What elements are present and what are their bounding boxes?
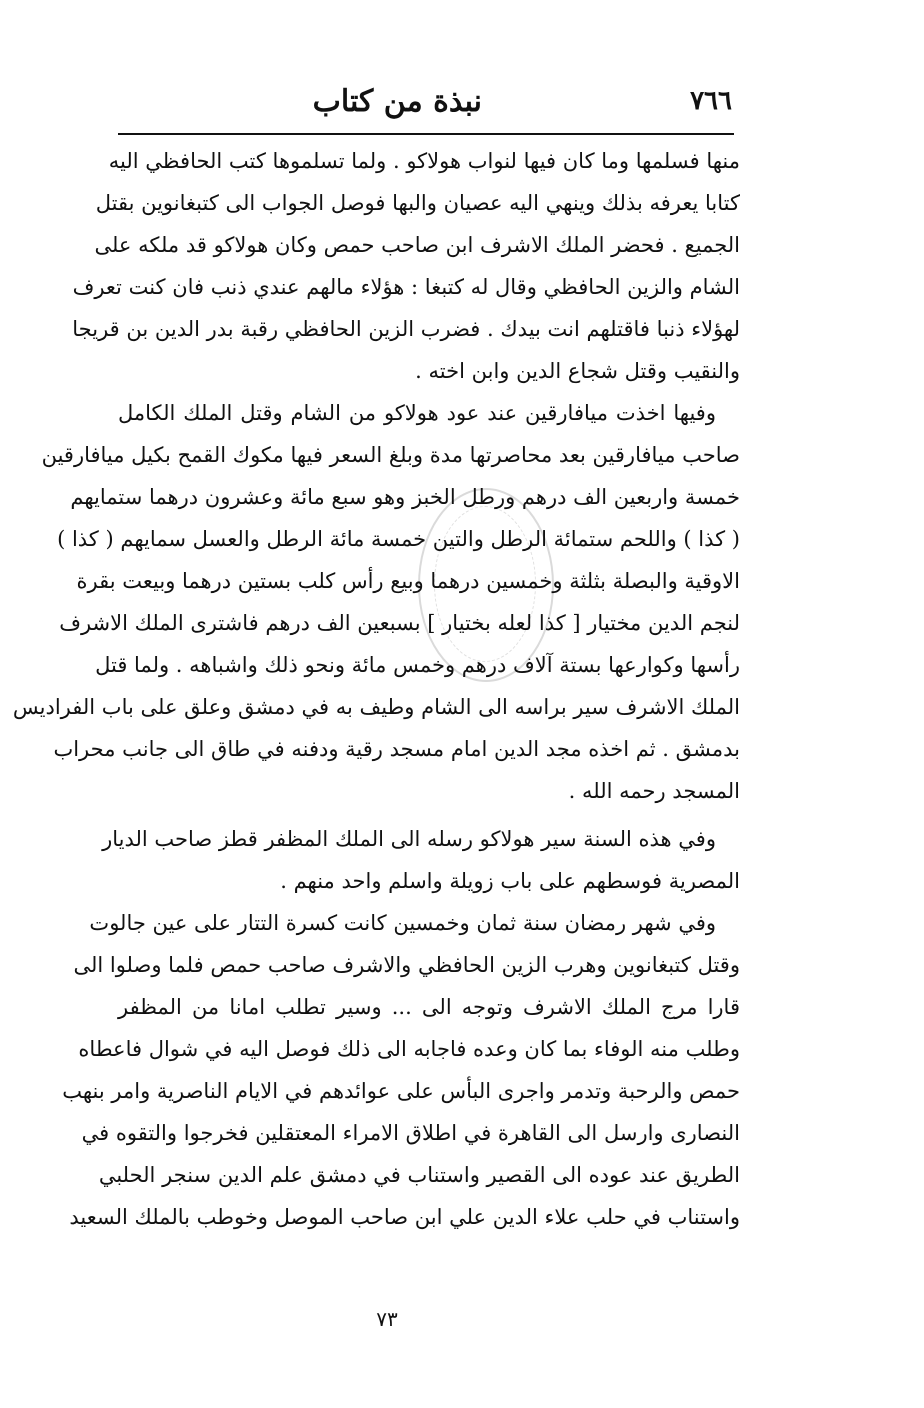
text-line: الجميع . فحضر الملك الاشرف ابن صاحب حمص وكان هولاكو قد ملكه على bbox=[94, 233, 740, 257]
text-line: صاحب ميافارقين بعد محاصرتها مدة وبلغ السعر فيها مكوك القمح بكيل ميافارقين bbox=[41, 443, 740, 467]
header-rule bbox=[118, 133, 734, 135]
running-title: نبذة من كتاب bbox=[312, 84, 482, 119]
text-line: لنجم الدين مختيار [ كذا لعله بختيار ] بسبعين الف درهم فاشترى الملك الاشرف bbox=[59, 611, 740, 635]
body-text bbox=[12, 140, 740, 1300]
text-line: الشام والزين الحافظي وقال له كتبغا : هؤلاء مالهم عندي ذنب فان كنت تعرف bbox=[72, 275, 740, 299]
page-header bbox=[120, 84, 732, 128]
text-line: منها فسلمها وما كان فيها لنواب هولاكو . ولما تسلموها كتب الحافظي اليه bbox=[108, 149, 740, 173]
text-line: ( كذا ) واللحم ستمائة الرطل والتين خمسة مائة الرطل والعسل سمايهم ( كذا ) bbox=[57, 527, 740, 551]
text-line: لهؤلاء ذنبا فاقتلهم انت بيدك . فضرب الزين الحافظي رقبة بدر الدين بن قريجا bbox=[72, 317, 740, 341]
text-line: حمص والرحبة وتدمر واجرى البأس على عوائدهم في الايام الناصرية وامر بنهب bbox=[62, 1079, 740, 1103]
text-line: وفي شهر رمضان سنة ثمان وخمسين كانت كسرة التتار على عين جالوت bbox=[89, 911, 716, 935]
text-line: وفيها اخذت ميافارقين عند عود هولاكو من الشام وقتل الملك الكامل bbox=[118, 401, 716, 425]
signature-mark: ٧٣ bbox=[376, 1307, 398, 1331]
text-line: قارا مرج الملك الاشرف وتوجه الى ... وسير تطلب امانا من المظفر bbox=[118, 995, 740, 1019]
text-line: الملك الاشرف سير براسه الى الشام وطيف به في دمشق وعلق على باب الفراديس bbox=[12, 695, 740, 719]
text-line: بدمشق . ثم اخذه مجد الدين امام مسجد رقية ودفنه في طاق الى جانب محراب bbox=[53, 737, 740, 761]
text-line: النصارى وارسل الى القاهرة في اطلاق الامراء المعتقلين فخرجوا والتقوه في bbox=[81, 1121, 740, 1145]
text-line: المسجد رحمه الله . bbox=[568, 779, 740, 803]
text-line: خمسة واربعين الف درهم ورطل الخبز وهو سبع مائة وعشرون درهما ستمايهم bbox=[70, 485, 740, 509]
text-line: الطريق عند عوده الى القصير واستناب في دمشق علم الدين سنجر الحلبي bbox=[98, 1163, 740, 1187]
text-line: المصرية فوسطهم على باب زويلة واسلم واحد منهم . bbox=[280, 869, 740, 893]
text-line: رأسها وكوارعها بستة آلاف درهم وخمس مائة ونحو ذلك واشباهه . ولما قتل bbox=[95, 653, 740, 677]
text-line: وقتل كتبغانوين وهرب الزين الحافظي والاشرف صاحب حمص فلما وصلوا الى bbox=[73, 953, 740, 977]
text-line: الاوقية والبصلة بثلثة وخمسين درهما وبيع رأس كلب بستين درهما وبيعت بقرة bbox=[76, 569, 740, 593]
text-line: واستناب في حلب علاء الدين علي ابن صاحب الموصل وخوطب بالملك السعيد bbox=[69, 1205, 740, 1229]
text-line: والنقيب وقتل شجاع الدين وابن اخته . bbox=[415, 359, 740, 383]
page-number: ٧٦٦ bbox=[690, 86, 732, 116]
text-line: وطلب منه الوفاء بما كان وعده فاجابه الى ذلك فوصل اليه في شوال فاعطاه bbox=[78, 1037, 740, 1061]
text-line: كتابا يعرفه بذلك وينهي اليه عصيان والبها فوصل الجواب الى كتبغانوين بقتل bbox=[95, 191, 740, 215]
text-line: وفي هذه السنة سير هولاكو رسله الى الملك المظفر قطز صاحب الديار bbox=[102, 827, 716, 851]
